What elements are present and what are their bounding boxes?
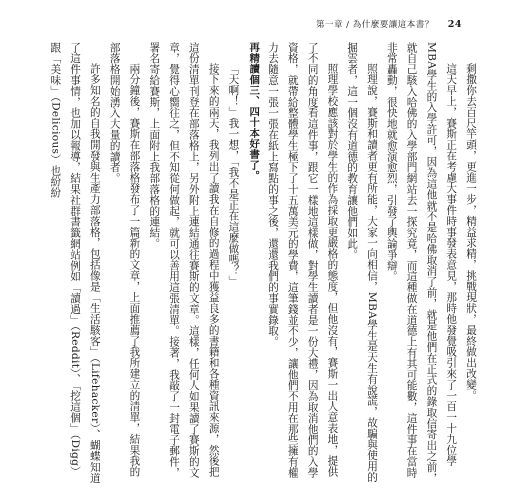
chapter-title: 第一章 / 為什麼要讓這本書？ (315, 20, 434, 30)
paragraph: 接下來的兩天，我列出了讀我在自修的過程中獲益良多的書籍和各種資訊來源，然後把這份清單刊登在部落格上，另外附上連結通往賽斯的文章。這樣，任何人如果讀了賽斯的文章，覺得心嚮往之，但不知從何做起，就可以善用這張清單。接著，我敲了一封電子郵件，署名寄給賽斯，上面附上我部落格的連結。 (148, 42, 220, 478)
body-text (42, 42, 480, 484)
paragraph: 許多知名的自我開發與生產力部落格，包括像是「生活駭客」（Lifehacker）、蝴蝶知道了這件事情，也加以報導，結果社群書籤網站例如「讀過」（Reddit）、「挖這個」（Digg）跟「美味」（Delicious）也紛紛 (49, 42, 101, 484)
page-number: 24 (447, 19, 462, 30)
paragraph: 「天啊！」我一想，「我不是正在這麼做嗎？」 (227, 63, 240, 287)
paragraph: 兩分鐘後，賽斯在部落格發布了一篇新的文章，上面推薦了我所建立的清單，結果我的部落格開始湧入大量的讀者。 (108, 42, 141, 478)
paragraph: 剩撒你去百尺竿頭，更進一步，精益求精，挑戰現狀，最終做出改變。 (465, 63, 477, 402)
paragraph: 照理學校應該對於學生的作為採取更嚴格的態度，但他沒有，賽斯一出人意表地，提供了不同的角度看這件事，跟它一樣地這樣做，對學生讀者是一份大禮，因為取消他們的入學資格，就帶給整體學生極下了十五萬美元的學費，這筆錢並不少，讓他們不用在那些擁有權力去隨意一張一張在紙上寫點的事之後，還還我們的事實錄取。 (267, 42, 339, 478)
running-header (316, 18, 462, 30)
paragraph-emphasis: 再精讀個三、四十本好書了。 (247, 42, 260, 182)
paragraph: 照理說，賽斯和讀者更有所能，大家一向相信，MBA學生是天生有說謊，故騙與使用的掘雲者，這一個沒有道德的教育讓他們如此。 (346, 42, 379, 483)
paragraph: 這天早上，賽斯正在考慮大事件時事發表意見，那時他發覺吸引來了一百一十九位學MBA學生的入學許可，因為這他就不是哈佛取消了前，就是他們在正式的錄取信寄出之前，就自己駭入哈佛的入學部門網站去一探究竟，而這種做在道德上有其可能數，這件事在當時非常轟動，很快地就愈演愈烈，引發了輿論爭辯。 (385, 42, 458, 484)
